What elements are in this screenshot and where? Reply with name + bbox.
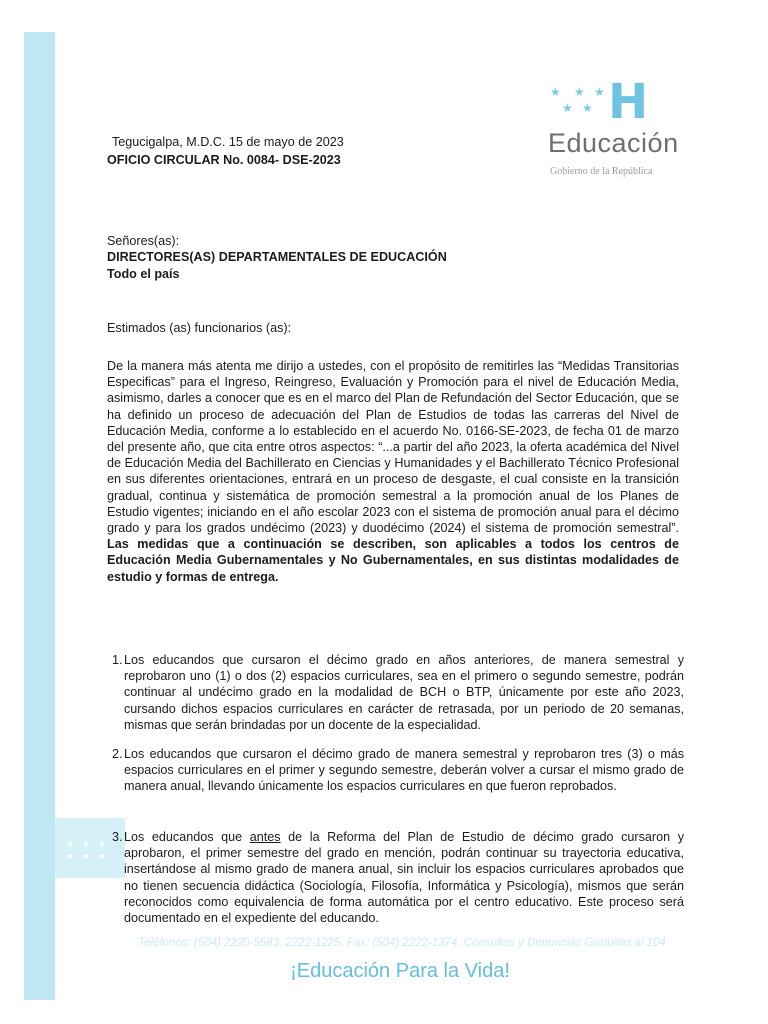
recipient-title: DIRECTORES(AS) DEPARTAMENTALES DE EDUCACIÓN	[107, 250, 447, 264]
place-date: Tegucigalpa, M.D.C. 15 de mayo de 2023	[112, 135, 344, 149]
list-item-number: 2.	[112, 747, 123, 761]
footer-slogan: ¡Educación Para la Vida!	[290, 960, 510, 982]
intro-bold-text: Las medidas que a continuación se describen, son aplicables a todos los centros de Educación Media Gubernamentales y No Gubernamentales, en sus distintas modalidades de estudio y formas de entrega.	[107, 537, 679, 584]
footer-contact: Teléfonos: (504) 2220-5583, 2222-1225, Fax: (504) 2222-1374, Consultas y Denuncias Gratuitas al 104	[138, 937, 666, 949]
greeting: Estimados (as) funcionarios (as):	[107, 321, 292, 335]
list-item	[112, 652, 684, 733]
list-item-underlined-word: antes	[249, 830, 281, 844]
salutation-prefix: Señores(as):	[107, 234, 180, 248]
list-item-text: Los educandos que cursaron el décimo grado en años anteriores, de manera semestral y reprobaron uno (1) o dos (2) espacios curriculares, sea en el primero o segundo semestre, podrán continuar al undécimo grado en la modalidad de BCH o BTP, únicamente por este año 2023, cursando dichos espacios curriculares en carácter de retrasada, por un periodo de 20 semanas, mismas que serán brindadas por un docente de la especialidad.	[124, 653, 684, 732]
list-item-number: 1.	[112, 653, 123, 667]
list-item-number: 3.	[112, 830, 123, 844]
logo-star-icons: ★ ★ ★ ★ ★	[550, 85, 605, 115]
list-item	[112, 746, 684, 795]
list-item-text: Los educandos que cursaron el décimo grado de manera semestral y reprobaron tres (3) o más espacios curriculares en el primer y segundo semestre, deberán volver a cursar el mismo grado de manera anual, llevando únicamente los espacios curriculares en que fueron reprobados.	[124, 747, 684, 794]
notch-star-icons: ★★★ ★★★	[66, 839, 115, 861]
list-item-text-after: de la Reforma del Plan de Estudio de décimo grado cursaron y aprobaron, el primer semestre del grado en mención, podrán continuar su trayectoria educativa, insertándose al mismo grado de manera anual, sin incluir los espacios curriculares aprobados que no tienen secuencia didáctica (Sociología, Filosofía, Informática y Psicología), mismos que serán reconocidos como equivalencia de forma automática por el centro educativo. Este proceso será documentado en el expediente del educando.	[124, 830, 684, 926]
list-item	[112, 829, 684, 926]
list-item-text-before: Los educandos que	[124, 830, 250, 844]
intro-paragraph	[107, 358, 679, 585]
left-decorative-bar	[24, 32, 55, 1000]
logo-mark: H	[608, 74, 649, 130]
recipient-scope: Todo el país	[107, 267, 180, 281]
list-item-text	[112, 829, 684, 926]
circular-number: OFICIO CIRCULAR No. 0084- DSE-2023	[107, 153, 341, 167]
logo-subtitle: Gobierno de la República	[550, 166, 653, 177]
logo-name: Educación	[548, 128, 679, 158]
intro-text: De la manera más atenta me dirijo a ustedes, con el propósito de remitirles las “Medidas Transitorias Especificas” para el Ingreso, Reingreso, Evaluación y Promoción para el nivel de Educación Media, asimismo, darles a conocer que es en el marco del Plan de Refundación del Sector Educación, que se ha definido un proceso de adecuación del Plan de Estudios de todas las carreras del Nivel de Educación Media, conforme a lo establecido en el acuerdo No. 0166-SE-2023, de fecha 01 de marzo del presente año, que cita entre otros aspectos: “...a partir del año 2023, la oferta académica del Nivel de Educación Media del Bachillerato en Ciencias y Humanidades y el Bachillerato Técnico Profesional en sus diferentes orientaciones, entrará en un proceso de desgaste, el cual consiste en la transición gradual, continua y sistemática de promoción semestral a la promoción anual de los Planes de Estudio vigentes; iniciando en el año escolar 2023 con el sistema de promoción anual para el décimo grado y para los grados undécimo (2023) y duodécimo (2024) el sistema de promoción semestral”.	[107, 359, 679, 536]
